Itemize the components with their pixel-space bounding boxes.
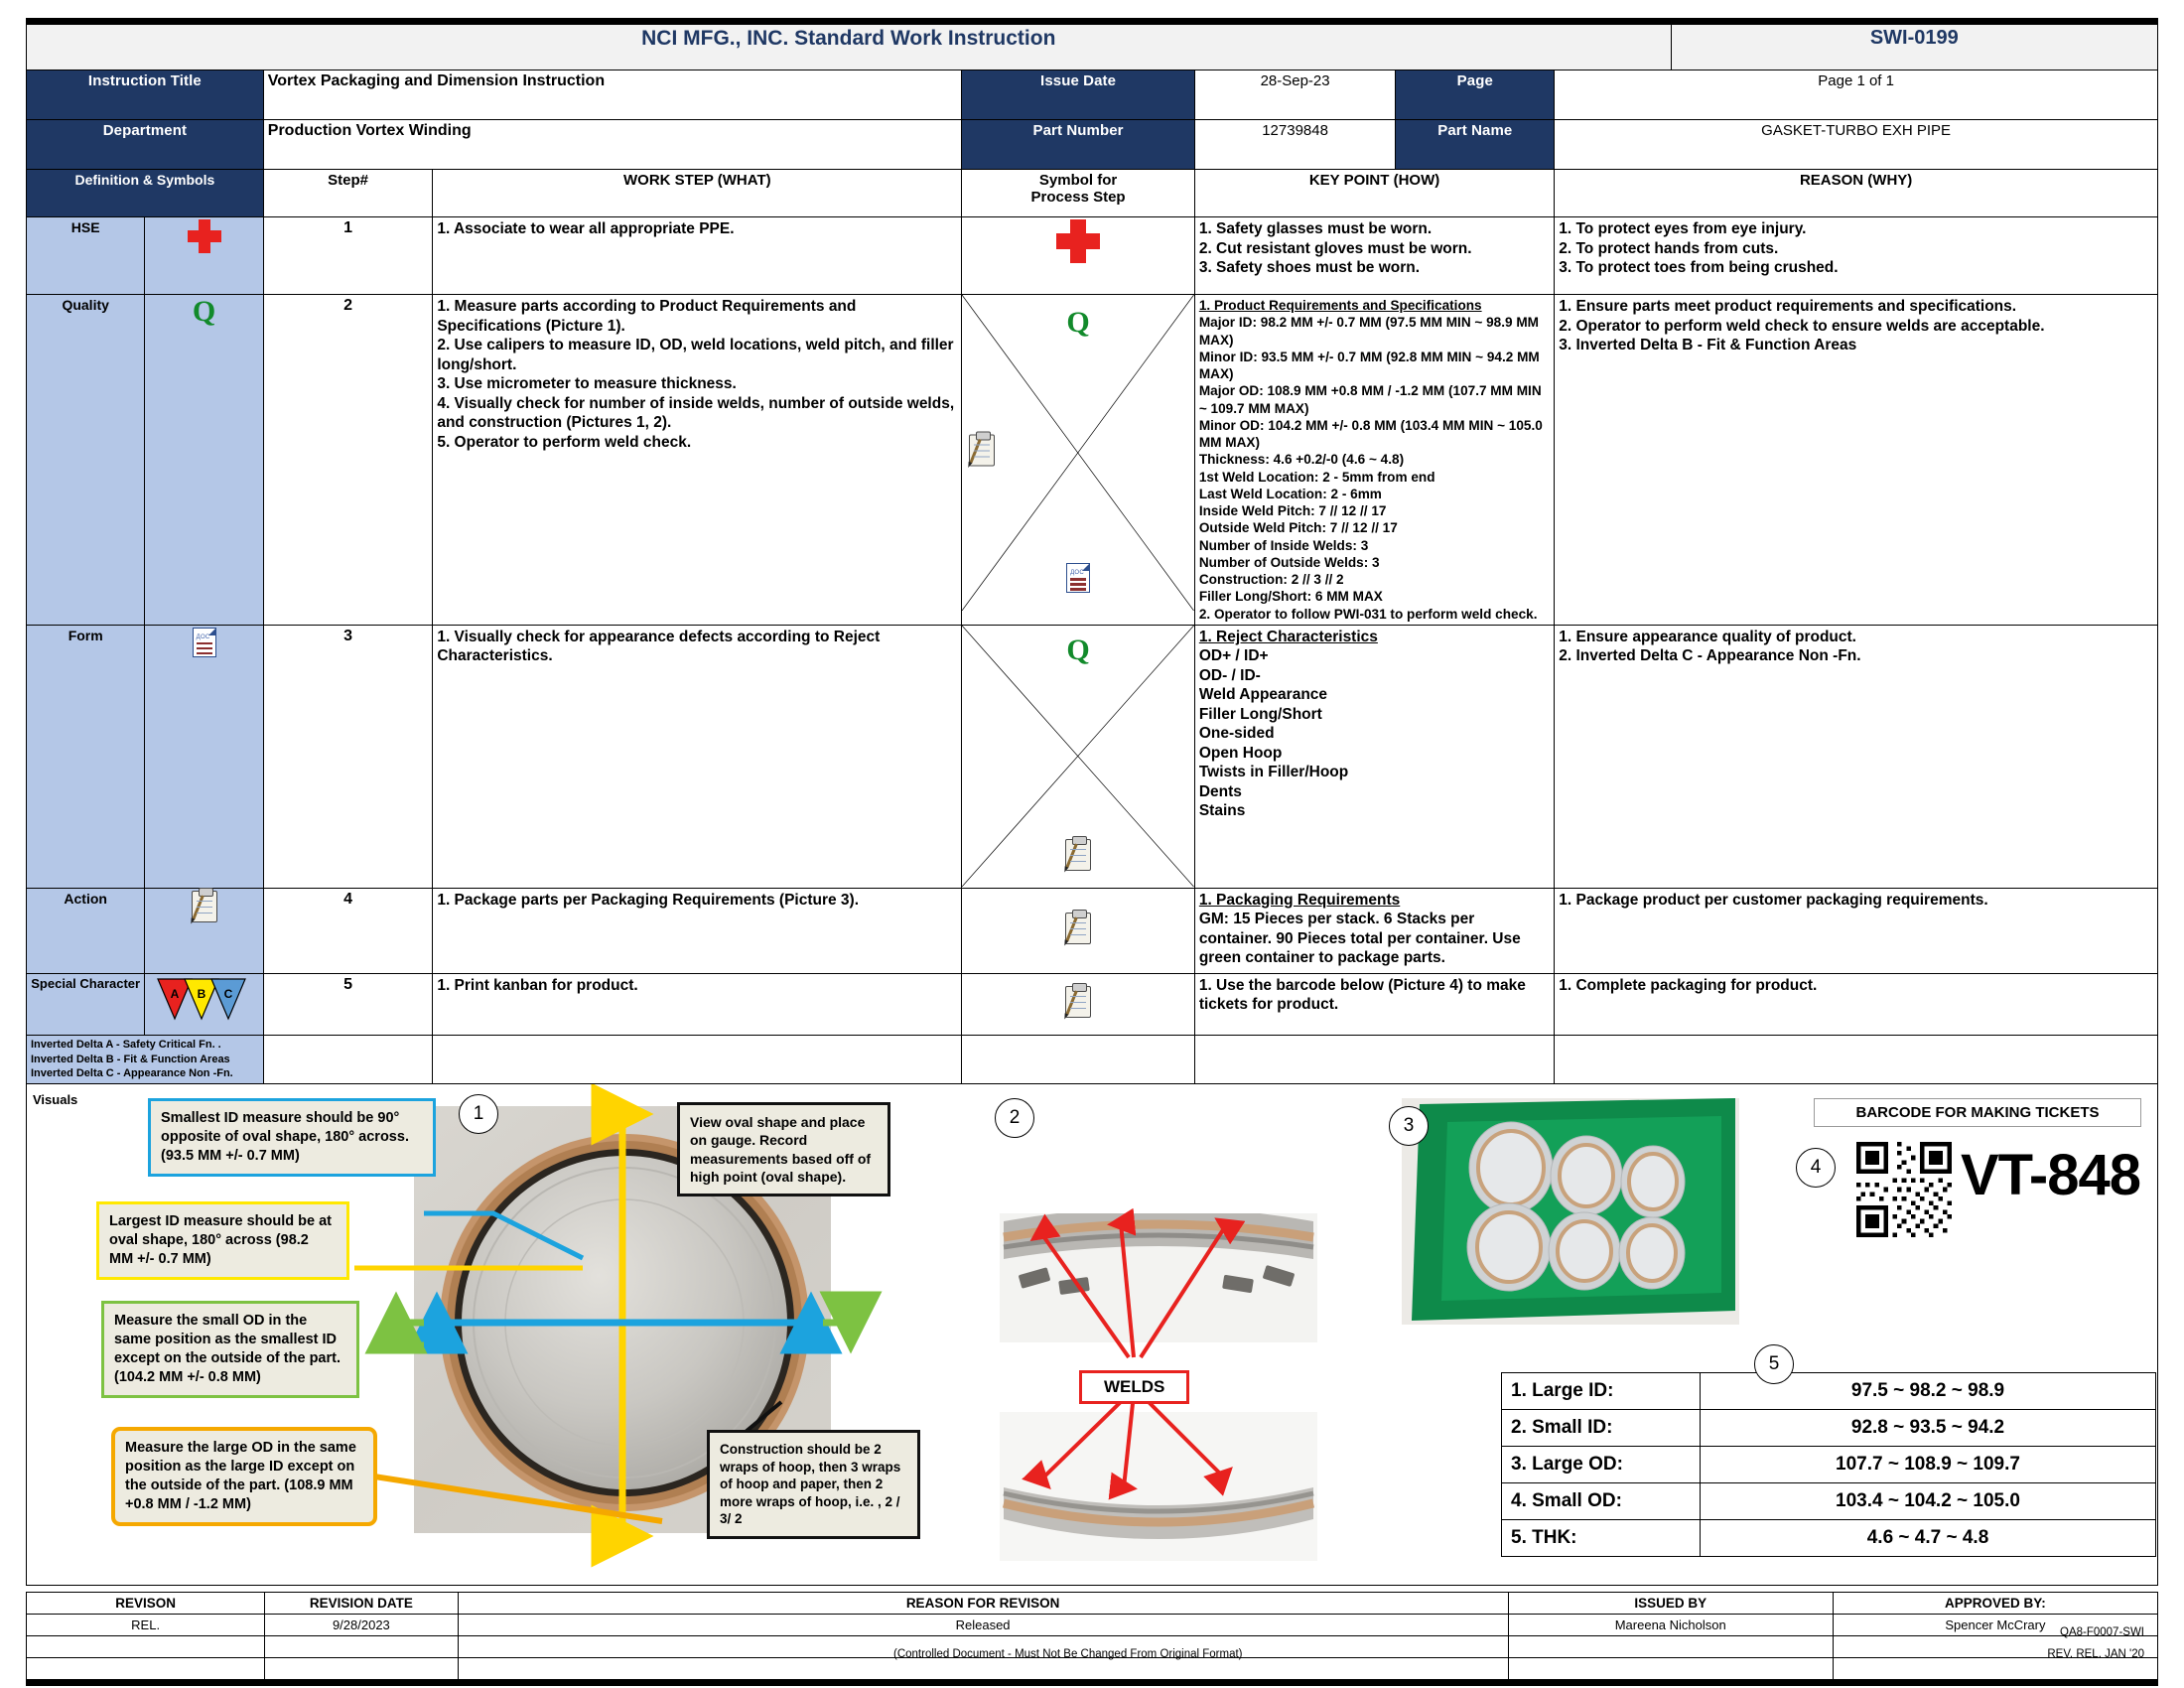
measurement-label: 5. THK: xyxy=(1502,1520,1701,1557)
part-name-value: GASKET-TURBO EXH PIPE xyxy=(1555,120,2158,170)
measurement-value: 103.4 ~ 104.2 ~ 105.0 xyxy=(1701,1483,2156,1520)
abc-triangles-icon xyxy=(145,973,263,1035)
work-step-line: 2. Use calipers to measure ID, OD, weld locations, weld pitch, and filler long/short. xyxy=(437,337,954,373)
red-cross-icon xyxy=(145,217,263,295)
col-symbol xyxy=(962,170,1195,217)
document-icon: ДОС xyxy=(1066,563,1090,598)
inverted-delta-legend xyxy=(27,1035,264,1084)
key-point-line: Twists in Filler/Hoop xyxy=(1198,764,1349,781)
controlled-document-note: (Controlled Document - Must Not Be Changed From Original Format) xyxy=(893,1648,1243,1660)
rev-issued-by xyxy=(1508,1636,1833,1658)
key-point-line: OD+ / ID+ xyxy=(1198,647,1269,665)
legend-line: Inverted Delta C - Appearance Non -Fn. xyxy=(31,1067,233,1080)
symbol-clipboard-icon xyxy=(962,973,1195,1035)
table-row xyxy=(1502,1373,2156,1410)
key-point-line: Outside Weld Pitch: 7 // 12 // 17 xyxy=(1198,520,1398,536)
reason-text xyxy=(1555,295,2158,626)
document-number: SWI-0199 xyxy=(1671,25,2157,70)
key-point-text xyxy=(1194,973,1554,1035)
rev-value xyxy=(27,1658,265,1680)
work-step-line: 1. Package parts per Packaging Requirements (Picture 3). xyxy=(437,891,860,909)
rev-value xyxy=(27,1636,265,1658)
work-step-text xyxy=(433,625,962,888)
picture-2b-welds-photo xyxy=(1000,1412,1317,1561)
reason-text xyxy=(1555,973,2158,1035)
definition-quality: Quality xyxy=(27,295,145,626)
step-number: 4 xyxy=(263,888,433,973)
table-row xyxy=(1502,1447,2156,1483)
step-number: 3 xyxy=(263,625,433,888)
callout-largest-id: Largest ID measure should be at oval shape, 180° across (98.2 MM +/- 0.7 MM) xyxy=(96,1201,349,1280)
instruction-title-label: Instruction Title xyxy=(27,70,264,120)
rev-col-reason: REASON FOR REVISON xyxy=(458,1593,1508,1615)
qr-code-icon xyxy=(1856,1142,1952,1237)
symbol-cell-quality xyxy=(962,295,1195,626)
reason-line: 2. Inverted Delta C - Appearance Non -Fn. xyxy=(1559,647,1861,665)
reason-text xyxy=(1555,217,2158,295)
rev-date: 9/28/2023 xyxy=(265,1615,458,1636)
legend-blank-reason xyxy=(1555,1035,2158,1084)
definition-form: Form xyxy=(27,625,145,888)
barcode-title-label: BARCODE FOR MAKING TICKETS xyxy=(1814,1098,2141,1127)
measurement-label: 2. Small ID: xyxy=(1502,1410,1701,1447)
reason-text xyxy=(1555,625,2158,888)
col-symbol-line2: Process Step xyxy=(1030,189,1126,206)
key-point-line: Inside Weld Pitch: 7 // 12 // 17 xyxy=(1198,503,1387,518)
symbol-red-cross-icon xyxy=(962,217,1195,295)
revision-table xyxy=(26,1592,2158,1680)
reason-line: 2. To protect hands from cuts. xyxy=(1559,239,1779,257)
green-q-icon: Q xyxy=(145,295,263,626)
visuals-section xyxy=(26,1084,2158,1586)
work-step-text xyxy=(433,295,962,626)
key-point-line: Major OD: 108.9 MM +0.8 MM / -1.2 MM (107.7 MM MIN ~ 109.7 MM MAX) xyxy=(1198,383,1542,416)
green-q-icon: Q xyxy=(1066,305,1090,339)
key-point-line: Number of Inside Welds: 3 xyxy=(1198,537,1369,553)
svg-text:C: C xyxy=(223,986,232,1001)
symbol-x-diagram xyxy=(962,626,1194,887)
measurement-label: 4. Small OD: xyxy=(1502,1483,1701,1520)
reason-line: 1. Complete packaging for product. xyxy=(1559,976,1818,994)
reason-line: 1. Ensure parts meet product requirements and specifications. xyxy=(1559,298,2017,315)
form-revision: REV. REL. JAN '20 xyxy=(2047,1648,2144,1660)
legend-line: Inverted Delta B - Fit & Function Areas xyxy=(31,1053,230,1065)
symbol-x-diagram xyxy=(962,295,1194,611)
definition-action: Action xyxy=(27,888,145,973)
key-point-line: Weld Appearance xyxy=(1198,686,1328,704)
work-step-text xyxy=(433,217,962,295)
green-q-icon: Q xyxy=(1066,633,1090,667)
table-row xyxy=(27,1615,2158,1636)
picture-number-4: 4 xyxy=(1796,1148,1836,1188)
issue-date-label: Issue Date xyxy=(962,70,1195,120)
picture-2-welds-photo xyxy=(1000,1213,1317,1342)
rev-approved-by xyxy=(1833,1658,2157,1680)
rev-col-issued-by: ISSUED BY xyxy=(1508,1593,1833,1615)
key-point-line: GM: 15 Pieces per stack. 6 Stacks per container. 90 Pieces total per container. Use green container to package parts. xyxy=(1198,911,1521,967)
key-point-line: Construction: 2 // 3 // 2 xyxy=(1198,572,1344,587)
work-step-text xyxy=(433,888,962,973)
key-point-line: OD- / ID- xyxy=(1198,666,1261,684)
legend-row xyxy=(27,1035,2158,1084)
work-step-line: 3. Use micrometer to measure thickness. xyxy=(437,375,737,393)
rev-approved-by: Spencer McCrary xyxy=(1833,1615,2157,1636)
symbol-cell-form xyxy=(962,625,1195,888)
measurement-table xyxy=(1501,1372,2156,1557)
key-point-line: Minor ID: 93.5 MM +/- 0.7 MM (92.8 MM MIN ~ 94.2 MM MAX) xyxy=(1198,349,1540,381)
key-point-line: 1. Use the barcode below (Picture 4) to make tickets for product. xyxy=(1198,976,1526,1014)
key-point-line: Filler Long/Short xyxy=(1198,705,1322,723)
work-step-line: 1. Measure parts according to Product Requirements and Specifications (Picture 1). xyxy=(437,298,857,335)
picture-number-3: 3 xyxy=(1389,1106,1429,1146)
clipboard-icon xyxy=(145,888,263,973)
reason-line: 3. Inverted Delta B - Fit & Function Areas xyxy=(1559,337,1857,354)
legend-blank-symbol xyxy=(962,1035,1195,1084)
col-key-point: KEY POINT (HOW) xyxy=(1194,170,1554,217)
key-point-text xyxy=(1194,888,1554,973)
welds-label: WELDS xyxy=(1104,1377,1165,1397)
col-reason: REASON (WHY) xyxy=(1555,170,2158,217)
clipboard-icon xyxy=(969,435,995,472)
bottom-rule xyxy=(26,1680,2158,1686)
callout-construction: Construction should be 2 wraps of hoop, then 3 wraps of hoop and paper, then 2 more wraps of hoop, i.e. , 2 / 3/ 2 xyxy=(707,1430,920,1539)
issue-date-value: 28-Sep-23 xyxy=(1194,70,1396,120)
step-number: 1 xyxy=(263,217,433,295)
key-point-heading: 1. Product Requirements and Specifications xyxy=(1198,298,1482,313)
key-point-line: 2. Operator to follow PWI-031 to perform weld check. xyxy=(1198,606,1538,622)
reason-line: 2. Operator to perform weld check to ensure welds are acceptable. xyxy=(1559,317,2045,335)
barcode-value-text: VT-848 xyxy=(1961,1143,2140,1208)
visuals-label: Visuals xyxy=(33,1092,78,1108)
reason-line: 1. Ensure appearance quality of product. xyxy=(1559,628,1856,645)
col-step: Step# xyxy=(263,170,433,217)
part-number-value: 12739848 xyxy=(1194,120,1396,170)
rev-col-approved-by: APPROVED BY: xyxy=(1833,1593,2157,1615)
table-row xyxy=(27,295,2158,626)
rev-reason xyxy=(458,1658,1508,1680)
revision-header-row xyxy=(27,1593,2158,1615)
key-point-line: 1. Safety glasses must be worn. xyxy=(1198,220,1433,237)
measurement-value: 4.6 ~ 4.7 ~ 4.8 xyxy=(1701,1520,2156,1557)
key-point-text xyxy=(1194,217,1554,295)
rev-date xyxy=(265,1636,458,1658)
key-point-line: Filler Long/Short: 6 MM MAX xyxy=(1198,589,1383,605)
page-label: Page xyxy=(1396,70,1555,120)
rev-date xyxy=(265,1658,458,1680)
measurement-value: 92.8 ~ 93.5 ~ 94.2 xyxy=(1701,1410,2156,1447)
definition-special-character: Special Character xyxy=(27,973,145,1035)
table-row xyxy=(27,625,2158,888)
step-number: 5 xyxy=(263,973,433,1035)
department-value: Production Vortex Winding xyxy=(263,120,962,170)
key-point-line: Thickness: 4.6 +0.2/-0 (4.6 ~ 4.8) xyxy=(1198,452,1405,468)
table-row xyxy=(27,217,2158,295)
measurement-label: 3. Large OD: xyxy=(1502,1447,1701,1483)
reason-text xyxy=(1555,888,2158,973)
work-step-line: 1. Visually check for appearance defects according to Reject Characteristics. xyxy=(437,628,881,665)
measurement-value: 107.7 ~ 108.9 ~ 109.7 xyxy=(1701,1447,2156,1483)
legend-blank-key xyxy=(1194,1035,1554,1084)
part-name-label: Part Name xyxy=(1396,120,1555,170)
key-point-line: 1st Weld Location: 2 - 5mm from end xyxy=(1198,469,1435,485)
key-point-line: Number of Outside Welds: 3 xyxy=(1198,554,1380,570)
document-icon: ДОС xyxy=(145,625,263,888)
welds-label-box xyxy=(1079,1370,1189,1404)
table-row xyxy=(27,973,2158,1035)
key-point-text xyxy=(1194,295,1554,626)
key-point-line: 3. Safety shoes must be worn. xyxy=(1198,259,1421,277)
key-point-line: Last Weld Location: 2 - 6mm xyxy=(1198,486,1382,501)
key-point-heading: 1. Packaging Requirements xyxy=(1198,891,1401,909)
key-point-line: Open Hoop xyxy=(1198,744,1283,762)
work-step-line: 1. Print kanban for product. xyxy=(437,976,638,994)
step-number: 2 xyxy=(263,295,433,626)
reason-line: 1. Package product per customer packaging requirements. xyxy=(1559,891,1988,909)
picture-number-2: 2 xyxy=(995,1098,1034,1138)
work-step-line: 4. Visually check for number of inside welds, number of outside welds, and construction (Pictures 1, 2). xyxy=(437,394,955,432)
key-point-heading: 1. Reject Characteristics xyxy=(1198,628,1378,645)
picture-number-5: 5 xyxy=(1754,1344,1794,1384)
page-title: NCI MFG., INC. Standard Work Instruction xyxy=(27,25,1672,70)
department-label: Department xyxy=(27,120,264,170)
rev-issued-by xyxy=(1508,1658,1833,1680)
table-row xyxy=(27,1658,2158,1680)
work-step-line: 1. Associate to wear all appropriate PPE. xyxy=(437,220,735,237)
symbol-clipboard-icon xyxy=(962,888,1195,973)
reason-line: 1. To protect eyes from eye injury. xyxy=(1559,220,1807,237)
work-step-line: 5. Operator to perform weld check. xyxy=(437,433,692,451)
rev-issued-by: Mareena Nicholson xyxy=(1508,1615,1833,1636)
key-point-line: Major ID: 98.2 MM +/- 0.7 MM (97.5 MM MIN ~ 98.9 MM MAX) xyxy=(1198,315,1540,348)
key-point-line: 2. Cut resistant gloves must be worn. xyxy=(1198,239,1472,257)
legend-blank-step xyxy=(263,1035,433,1084)
part-number-label: Part Number xyxy=(962,120,1195,170)
col-symbol-line1: Symbol for xyxy=(1038,172,1118,189)
key-point-line: One-sided xyxy=(1198,725,1275,743)
header-table xyxy=(26,24,2158,1084)
measurement-value: 97.5 ~ 98.2 ~ 98.9 xyxy=(1701,1373,2156,1410)
table-row xyxy=(27,888,2158,973)
table-row xyxy=(1502,1410,2156,1447)
instruction-title-value: Vortex Packaging and Dimension Instruction xyxy=(263,70,962,120)
table-row xyxy=(1502,1520,2156,1557)
page-value: Page 1 of 1 xyxy=(1555,70,2158,120)
clipboard-icon xyxy=(1065,839,1091,876)
rev-col-revison: REVISON xyxy=(27,1593,265,1615)
legend-blank-work xyxy=(433,1035,962,1084)
svg-text:A: A xyxy=(170,986,179,1001)
key-point-line: Stains xyxy=(1198,802,1246,820)
callout-oval-view: View oval shape and place on gauge. Record measurements based off of high point (oval shape). xyxy=(677,1102,890,1196)
col-work-step: WORK STEP (WHAT) xyxy=(433,170,962,217)
table-row xyxy=(1502,1483,2156,1520)
work-step-text xyxy=(433,973,962,1035)
callout-small-od: Measure the small OD in the same position as the smallest ID except on the outside of the part. (104.2 MM +/- 0.8 MM) xyxy=(101,1301,359,1397)
form-code: QA8-F0007-SWI xyxy=(2060,1626,2144,1638)
rev-reason: Released xyxy=(458,1615,1508,1636)
callout-smallest-id: Smallest ID measure should be 90° opposite of oval shape, 180° across. (93.5 MM +/- 0.7 MM) xyxy=(148,1098,436,1177)
key-point-text xyxy=(1194,625,1554,888)
rev-value: REL. xyxy=(27,1615,265,1636)
picture-number-1: 1 xyxy=(459,1094,498,1134)
measurement-label: 1. Large ID: xyxy=(1502,1373,1701,1410)
callout-large-od: Measure the large OD in the same position as the large ID except on the outside of the part. (108.9 MM +0.8 MM / -1.2 MM) xyxy=(111,1427,377,1525)
reason-line: 3. To protect toes from being crushed. xyxy=(1559,259,1839,277)
rev-col-date: REVISION DATE xyxy=(265,1593,458,1615)
col-definition: Definition & Symbols xyxy=(27,170,264,217)
key-point-line: Dents xyxy=(1198,782,1242,800)
key-point-line: Minor OD: 104.2 MM +/- 0.8 MM (103.4 MM MIN ~ 105.0 MM MAX) xyxy=(1198,417,1543,450)
svg-text:B: B xyxy=(197,986,205,1001)
definition-hse: HSE xyxy=(27,217,145,295)
picture-3-container-photo xyxy=(1402,1098,1739,1325)
legend-line: Inverted Delta A - Safety Critical Fn. . xyxy=(31,1038,221,1051)
